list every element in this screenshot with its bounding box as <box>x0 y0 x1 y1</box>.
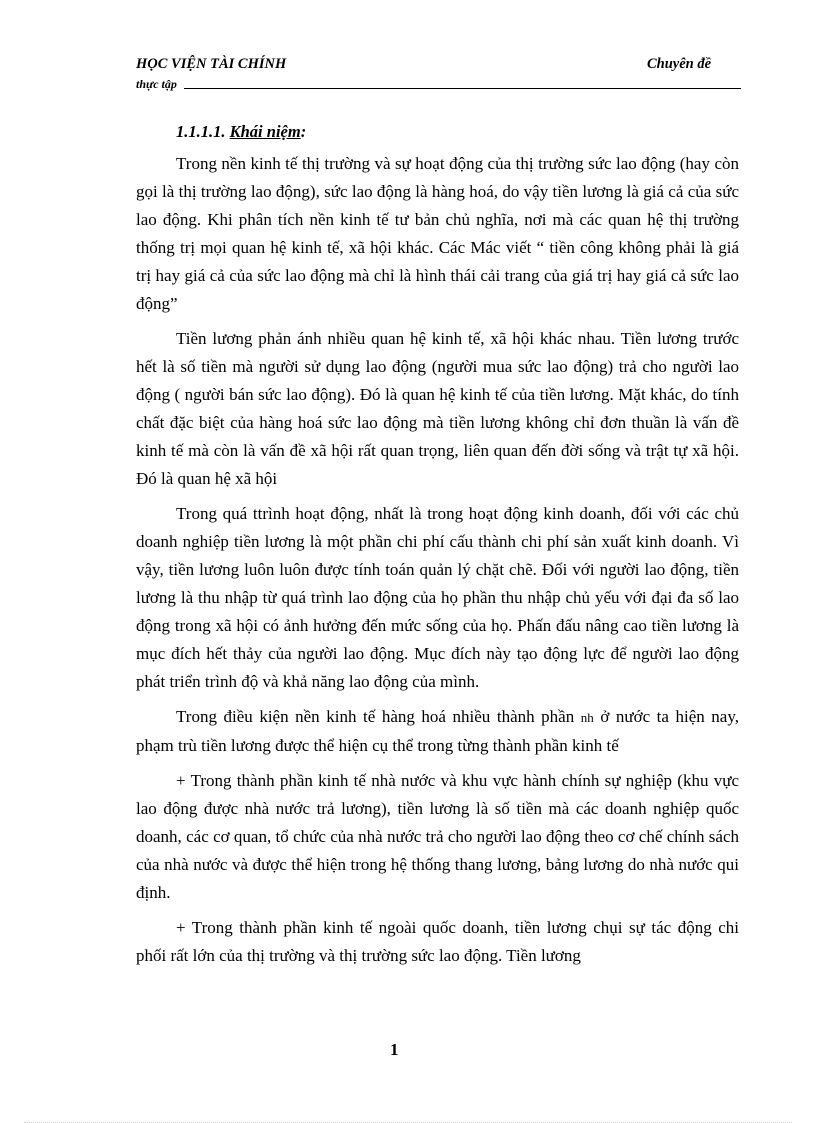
section-title: Khái niệm <box>229 122 301 141</box>
section-number: 1.1.1.1. <box>176 122 226 141</box>
page-body <box>136 120 739 977</box>
paragraph-subscript-text: nh <box>580 710 594 725</box>
paragraph: Trong quá ttrình hoạt động, nhất là trong hoạt động kinh doanh, đối với các chủ doanh nghiệp tiền lương là một phần chi phí cấu thành chi phí sản xuất kinh doanh. Vì vậy, tiền lương luôn luôn được tính toán quản lý chặt chẽ. Đối với người lao động, tiền lương là thu nhập từ quá trình lao động của họ phần thu nhập chủ yếu với đại đa số lao động trong xã hội có ảnh hưởng đến mức sống của họ. Phấn đấu nâng cao tiền lương là mục đích hết thảy của người lao động. Mục đích này tạo động lực để người lao động phát triển trình độ và khả năng lao động của mình. <box>136 504 739 691</box>
header-document-type: Chuyên đề <box>646 56 711 72</box>
paragraph <box>136 703 739 760</box>
page-number: 1 <box>390 1040 399 1059</box>
paragraph: Tiền lương phản ánh nhiều quan hệ kinh tế, xã hội khác nhau. Tiền lương trước hết là số tiền mà người sử dụng lao động (người mua sức lao động) trả cho người lao động ( người bán sức lao động). Đó là quan hệ kinh tế của tiền lương. Mặt khác, do tính chất đặc biệt của hàng hoá sức lao động mà tiền lương không chỉ đơn thuần là vấn đề kinh tế mà còn là vấn đề xã hội rất quan trọng, liên quan đến đời sống và trật tự xã hội. Đó là quan hệ xã hội <box>136 329 739 488</box>
header-divider <box>184 88 741 89</box>
list-item: + Trong thành phần kinh tế ngoài quốc doanh, tiền lương chụi sự tác động chi phối rất lớn của thị trường và thị trường sức lao động. Tiền lương <box>136 918 739 965</box>
header-institution: HỌC VIỆN TÀI CHÍNH <box>136 56 287 72</box>
section-heading <box>176 120 739 144</box>
section-colon: : <box>300 122 307 141</box>
paragraph-text: ở nước ta hiện nay, phạm trù tiền lương được thể hiện cụ thể trong từng thành phần kinh tế <box>136 707 739 755</box>
list-item: + Trong thành phần kinh tế nhà nước và khu vực hành chính sự nghiệp (khu vực lao động được nhà nước trả lương), tiền lương là số tiền mà các doanh nghiệp quốc doanh, các cơ quan, tổ chức của nhà nước trả cho người lao động theo cơ chế chính sách của nhà nước và được thể hiện trong hệ thống thang lương, bảng lương do nhà nước qui định. <box>136 771 739 902</box>
page-header <box>136 56 741 92</box>
paragraph-text: Trong điều kiện nền kinh tế hàng hoá nhiều thành phần <box>176 707 581 726</box>
header-document-type-continued: thực tập <box>136 77 177 91</box>
paragraph: Trong nền kinh tế thị trường và sự hoạt động của thị trường sức lao động (hay còn gọi là thị trường lao động), sức lao động là hàng hoá, do vậy tiền lương là giá cả của sức lao động. Khi phân tích nền kinh tế tư bản chủ nghĩa, nơi mà các quan hệ thị trường thống trị mọi quan hệ kinh tế, xã hội khác. Các Mác viết “ tiền công không phải là giá trị hay giá cả của sức lao động mà chỉ là hình thái cải trang của giá trị hay giá cả sức lao động” <box>136 154 739 313</box>
